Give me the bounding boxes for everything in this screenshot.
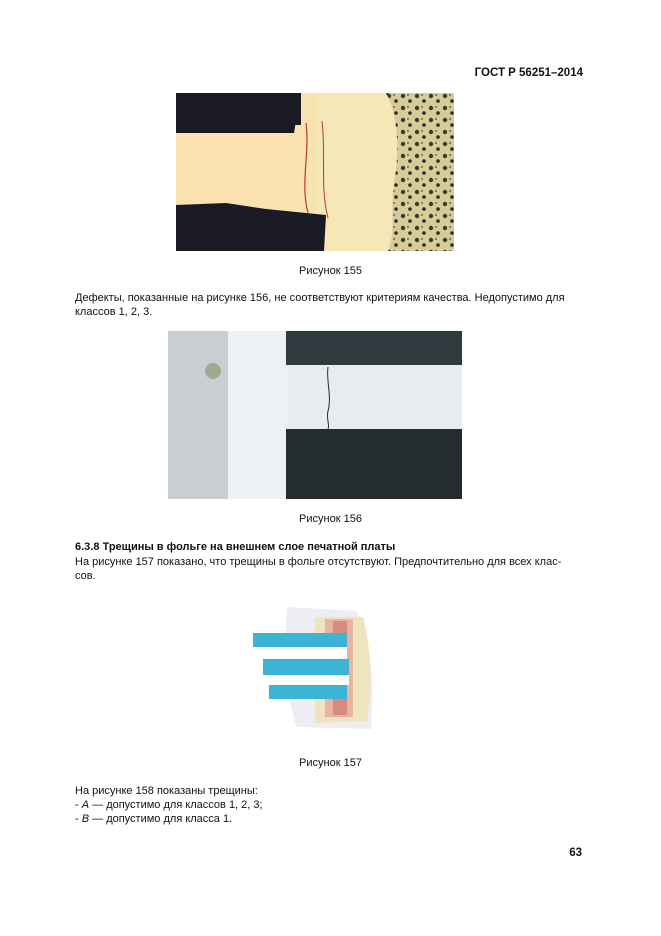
figure-156-caption: Рисунок 156: [299, 513, 362, 525]
list-item-letter: А: [81, 799, 90, 811]
list-item-text: — допустимо для классов 1, 2, 3;: [89, 799, 263, 811]
paragraph-figure-156: [75, 291, 583, 319]
list-bullet: -: [75, 799, 82, 811]
paragraph-line: На рисунке 157 показано, что трещины в фольге отсутствуют. Предпочтительно для всех клас-: [75, 556, 562, 568]
paragraph-line: сов.: [75, 570, 96, 582]
document-header: ГОСТ Р 56251–2014: [474, 67, 583, 79]
paragraph-figure-157: [75, 555, 583, 583]
figure-158-list: [75, 784, 263, 826]
page-number: 63: [569, 847, 582, 859]
list-item: [75, 798, 263, 812]
list-bullet: -: [75, 813, 82, 825]
figure-157-image: [253, 607, 377, 729]
list-item: [75, 812, 263, 826]
paragraph-line: Дефекты, показанные на рисунке 156, не соответствуют критериям качества. Недопустимо для: [75, 292, 565, 304]
figure-156-image: [168, 331, 462, 499]
section-heading: 6.3.8 Трещины в фольге на внешнем слое печатной платы: [75, 541, 396, 553]
figure-155-image: [176, 93, 454, 251]
figure-157-caption: Рисунок 157: [299, 757, 362, 769]
figure-155-caption: Рисунок 155: [299, 265, 362, 277]
list-item-letter: В: [81, 813, 90, 825]
list-intro: На рисунке 158 показаны трещины:: [75, 785, 258, 797]
list-item-text: — допустимо для класса 1.: [89, 813, 233, 825]
paragraph-line: классов 1, 2, 3.: [75, 306, 153, 318]
